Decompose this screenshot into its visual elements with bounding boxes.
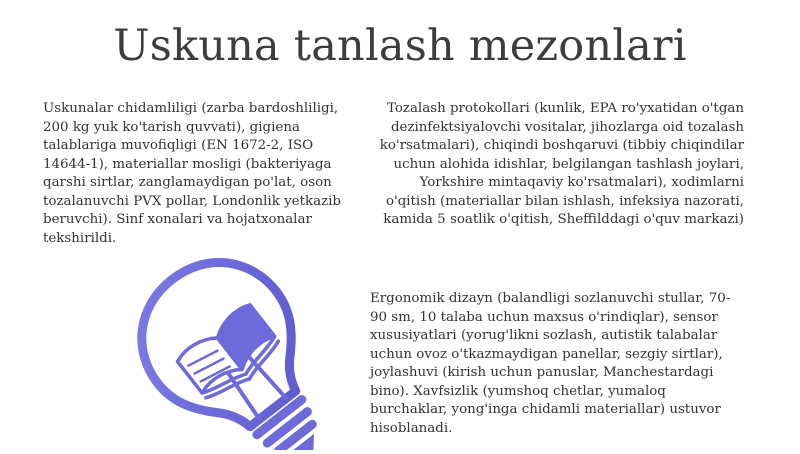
lightbulb-book-icon [118,250,328,450]
slide-title: Uskuna tanlash mezonlari [113,21,687,71]
paragraph-cleaning-protocols: Tozalash protokollari (kunlik, EPA ro'yxatidan o'tgan dezinfektsiyalovchi vositalar, jihozlarga oid tozalash ko'rsatmalari), chiqindi boshqaruvi (tibbiy chiqindilar uchun alohida idishlar, belgilangan tashlash joylari, Yorkshire mintaqaviy ko'rsatmalari), xodimlarni o'qitish (materiallar bilan ishlash, infeksiya nazorati, kamida 5 soatlik o'qitish, Sheffilddagi o'quv markazi) [379,101,744,227]
paragraph-ergonomic-design: Ergonomik dizayn (balandligi sozlanuvchi stullar, 70-90 sm, 10 talaba uchun maxsus o'rindiqlar), sensor xususiyatlari (yorug'likni sozlash, autistik talabalar uchun ovoz o'tkazmaydigan panellar, sezgiy sirtlar), joylashuvi (kirish uchun panuslar, Manchestardagi bino). Xavfsizlik (yumshoq chetlar, yumaloq burchaklar, yong'inga chidamli materiallar) ustuvor hisoblanadi. [370,291,731,436]
paragraph-equipment-durability: Uskunalar chidamliligi (zarba bardoshliligi, 200 kg yuk ko'tarish quvvati), gigiena talablariga muvofiqligi (EN 1672-2, ISO 14644-1), materiallar mosligi (bakteriyaga qarshi sirtlar, zanglamaydigan po'lat, oson tozalanuvchi PVX pollar, Londonlik yetkazib beruvchi). Sinf xonalari va hojatxonalar tekshirildi. [43,101,341,246]
lightbulb-book-illustration [118,250,328,450]
